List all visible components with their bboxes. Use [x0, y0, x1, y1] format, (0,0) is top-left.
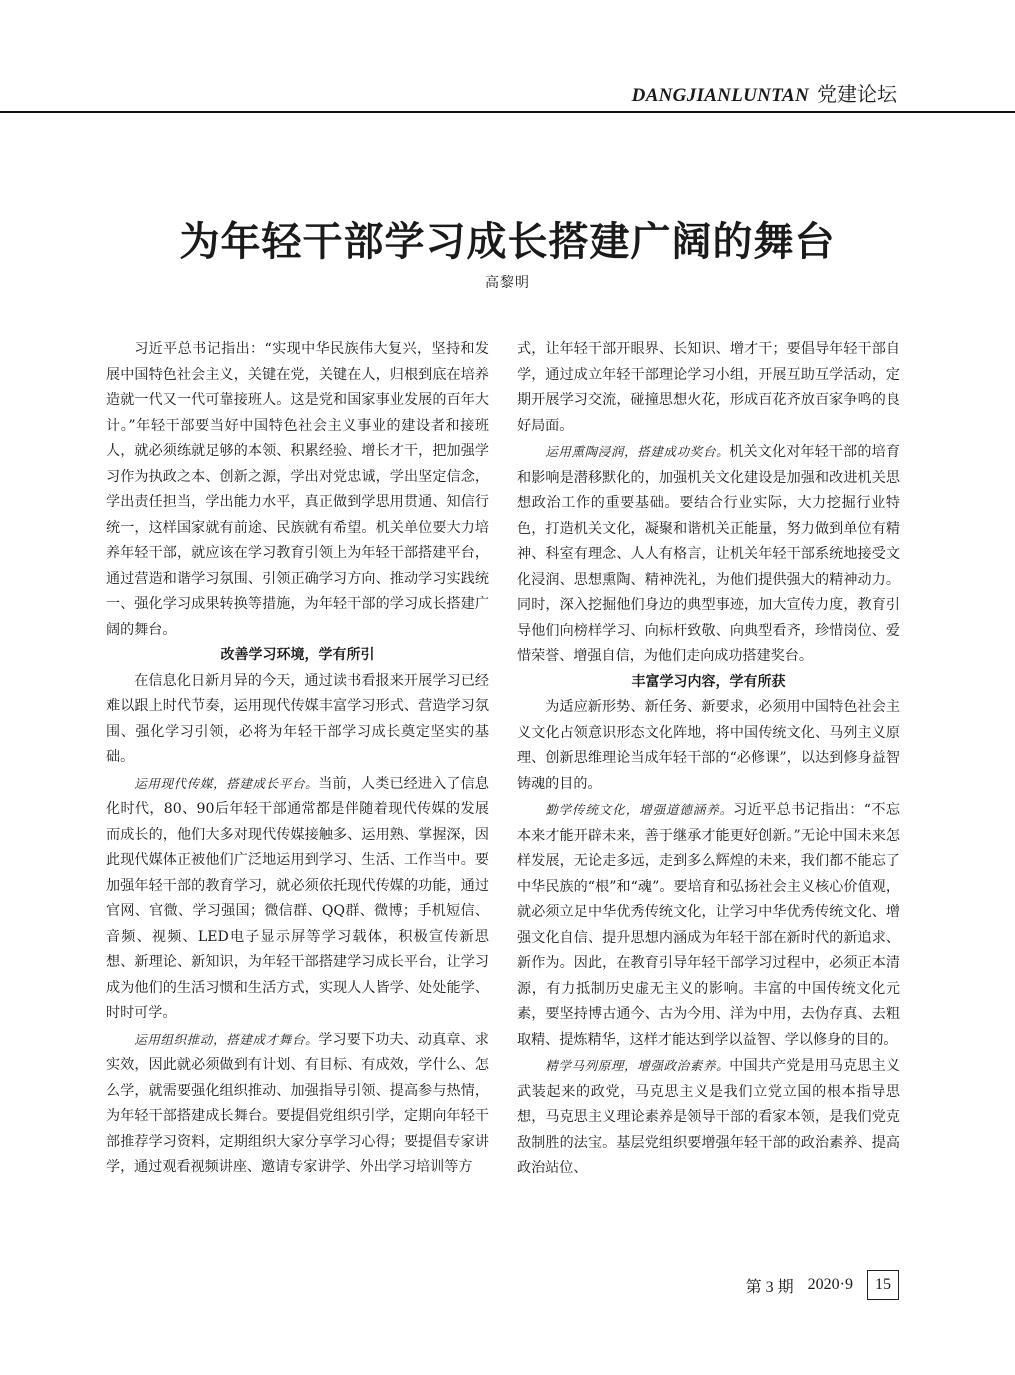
issue-date: 2020·9	[807, 1276, 853, 1293]
header-divider	[0, 111, 1015, 113]
paragraph-body: 中国共产党是用马克思主义武装起来的政党，马克思主义是我们立党立国的根本指导思想，马克思主义理论素养是领导干部的看家本领，是我们党克敌制胜的法宝。基层党组织要增强年轻干部的政治素养、提高政治站位、	[517, 1058, 900, 1176]
paragraph-lead: 精学马列原理，增强政治素养。	[545, 1058, 730, 1073]
paragraph-body: 学习要下功夫、动真章、求实效，因此就必须做到有计划、有目标、有成效，学什么、怎么学，就需要强化组织推动、加强指导引领、提高参与热情，为年轻干部搭建成长舞台。要提倡党组织引学，定期向年轻干部推荐学习资料，定期组织大家分享学习心得；要提倡专家讲学，通过观看视频讲座、邀请专家讲学、外出学习培训等方	[106, 1031, 489, 1175]
paragraph: 在信息化日新月异的今天，通过读书看报来开展学习已经难以跟上时代节奏，运用现代传媒丰富学习形式、营造学习氛围、强化学习引领，必将为年轻干部学习成长奠定坚实的基础。	[106, 672, 489, 765]
page-footer	[746, 1269, 899, 1301]
right-column	[517, 337, 900, 1182]
section-heading: 丰富学习内容，学有所获	[631, 673, 786, 690]
paragraph-lead: 勤学传统文化，增强道德涵养。	[545, 802, 734, 817]
paragraph-body: 当前，人类已经进入了信息化时代，80、90后年轻干部通常都是伴随着现代传媒的发展而成长的，他们大多对现代传媒接触多、运用熟、掌握深，因此现代媒体正被他们广泛地运用到学习、生活、工作当中。要加强年轻干部的教育学习，就必须依托现代传媒的功能，通过官网、官微、学习强国；微信群、QQ群、微博；手机短信、音频、视频、LED电子显示屏等学习载体，积极宣传新思想、新理论、新知识，为年轻干部搭建学习成长平台，让学习成为他们的生活习惯和生活方式，实现人人皆学、处处能学、时时可学。	[106, 775, 489, 1021]
issue-number: 第 3 期	[745, 1278, 794, 1296]
paragraph-body: 习近平总书记指出：“不忘本来才能开辟未来，善于继承才能更好创新。”无论中国未来怎样发展，无论走多远，走到多么辉煌的未来，我们都不能忘了中华民族的“根”和“魂”。要培育和弘扬社会主义核心价值观，就必须立足中华优秀传统文化，让学习中华优秀传统文化、增强文化自信、提升思想内涵成为年轻干部在新时代的新追求、新作为。因此，在教育引导年轻干部学习过程中，必须正本清源，有力抵制历史虚无主义的影响。丰富的中国传统文化元素，要坚持博古通今、古为今用、洋为中用，去伪存真、去粗取精、提炼精华，这样才能达到学以益智、学以修身的目的。	[517, 802, 900, 1048]
paragraph	[517, 439, 900, 670]
paragraph-continued: 式，让年轻干部开眼界、长知识、增才干；要倡导年轻干部自学，通过成立年轻干部理论学习小组，开展互助互学活动，定期开展学习交流，碰撞思想火花，形成百花齐放百家争鸣的良好局面。	[517, 341, 900, 434]
section-header	[632, 78, 897, 108]
left-column	[106, 337, 489, 1181]
paragraph	[106, 771, 489, 1027]
section-label-cn: 党建论坛	[817, 82, 897, 106]
section-label-en: DANGJIANLUNTAN	[631, 85, 809, 106]
paragraph	[517, 797, 900, 1053]
article-author: 高黎明	[485, 275, 530, 291]
paragraph	[106, 1027, 489, 1181]
article-title: 为年轻干部学习成长搭建广阔的舞台	[179, 219, 836, 265]
section-heading: 改善学习环境，学有所引	[220, 647, 375, 663]
paragraph: 习近平总书记指出：“实现中华民族伟大复兴，坚持和发展中国特色社会主义，关键在党，关键在人，归根到底在培养造就一代又一代可靠接班人。这是党和国家事业发展的百年大计。”年轻干部要当好中国特色社会主义事业的建设者和接班人，就必须练就足够的本领、积累经验、增长才干，把加强学习作为执政之本、创新之源，学出对党忠诚，学出坚定信念，学出责任担当，学出能力水平，真正做到学思用贯通、知信行统一，这样国家就有前途、民族就有希望。机关单位要大力培养年轻干部，就应该在学习教育引领上为年轻干部搭建平台，通过营造和谐学习氛围、引领正确学习方向、推动学习实践统一、强化学习成果转换等措施，为年轻干部的学习成长搭建广阔的舞台。	[106, 341, 489, 638]
paragraph-body: 机关文化对年轻干部的培育和影响是潜移默化的，加强机关文化建设是加强和改进机关思想政治工作的重要基础。要结合行业实际，大力挖掘行业特色，打造机关文化，凝聚和谐机关正能量，努力做到单位有精神、科室有理念、人人有格言，让机关年轻干部系统地接受文化浸润、思想熏陶、精神洗礼，为他们提供强大的精神动力。同时，深入挖掘他们身边的典型事迹，加大宣传力度，教育引导他们向榜样学习、向标杆致敬、向典型看齐，珍惜岗位、爱惜荣誉、增强自信，为他们走向成功搭建奖台。	[517, 444, 900, 664]
paragraph-lead: 运用熏陶浸润，搭建成功奖台。	[545, 444, 730, 459]
paragraph-lead: 运用组织推动，搭建成才舞台。	[134, 1031, 319, 1047]
paragraph: 为适应新形势、新任务、新要求，必须用中国特色社会主义文化占领意识形态文化阵地，将中国传统文化、马列主义原理、创新思维理论当成年轻干部的“必修课”，以达到修身益智铸魂的目的。	[517, 699, 900, 792]
paragraph	[517, 1053, 900, 1182]
paragraph-lead: 运用现代传媒，搭建成长平台。	[134, 775, 319, 791]
page-number: 15	[867, 1270, 899, 1300]
